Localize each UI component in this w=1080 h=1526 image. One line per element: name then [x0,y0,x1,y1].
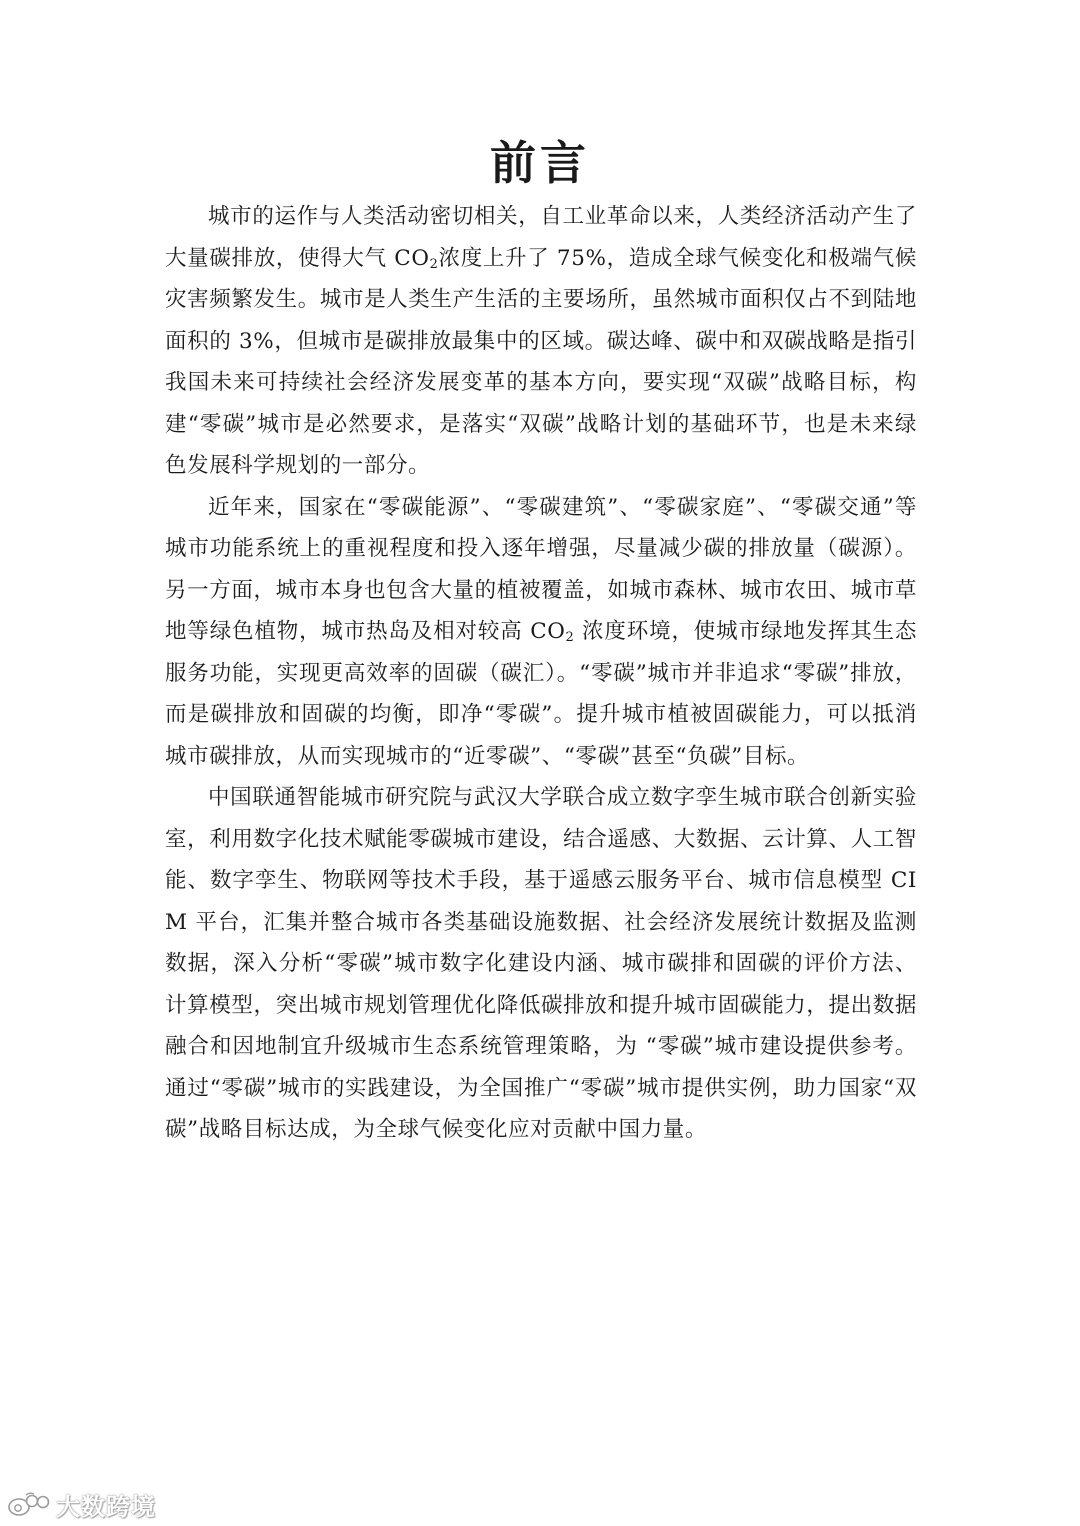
co2-subscript: 2 [565,630,575,645]
paragraph-3 [165,777,917,1151]
co2-subscript: 2 [429,256,439,272]
paragraph-2-text-a: 近年来，国家在“零碳能源”、“零碳建筑”、“零碳家庭”、“零碳交通”等城市功能系统上的重视程度和投入逐年增强，尽量减少碳的排放量（碳源）。另一方面，城市本身也包含大量的植被覆盖，如城市森林、城市农田、城市草地等绿色植物，城市热岛及相对较高 CO [165,494,917,644]
paragraph-1 [165,196,917,487]
watermark [6,1487,156,1522]
page-title: 前言 [490,136,590,190]
paragraph-2-text-b: 浓度环境，使城市绿地发挥其生态服务功能，实现更高效率的固碳（碳汇）。“零碳”城市并非追求“零碳”排放，而是碳排放和固碳的均衡，即净“零碳”。提升城市植被固碳能力，可以抵消城市碳排放，从而实现城市的“近零碳”、“零碳”甚至“负碳”目标。 [165,619,918,769]
document-body [165,196,917,1151]
paragraph-2 [165,487,917,778]
paragraph-1-text-a: 城市的运作与人类活动密切相关，自工业革命以来，人类经济活动产生了大量碳排放，使得大气 CO [165,204,917,271]
watermark-text: 大数跨境 [56,1493,156,1521]
weibo-style-logo-icon [6,1492,52,1518]
paragraph-1-text-b: 浓度上升了 75%，造成全球气候变化和极端气候灾害频繁发生。城市是人类生产生活的主要场所，虽然城市面积仅占不到陆地面积的 3%，但城市是碳排放最集中的区域。碳达峰、碳中和双碳战略是指引我国未来可持续社会经济发展变革的基本方向，要实现“双碳”战略目标，构建“零碳”城市是必然要求，是落实“双碳”战略计划的基础环节，也是未来绿色发展科学规划的一部分。 [165,245,917,478]
paragraph-3-text: 中国联通智能城市研究院与武汉大学联合成立数字孪生城市联合创新实验室，利用数字化技术赋能零碳城市建设，结合遥感、大数据、云计算、人工智能、数字孪生、物联网等技术手段，基于遥感云服务平台、城市信息模型 CIM 平台，汇集并整合城市各类基础设施数据、社会经济发展统计数据及监测数据，深入分析“零碳”城市数字化建设内涵、城市碳排和固碳的评价方法、计算模型，突出城市规划管理优化降低碳排放和提升城市固碳能力，提出数据融合和因地制宜升级城市生态系统管理策略，为 “零碳”城市建设提供参考。通过“零碳”城市的实践建设，为全国推广“零碳”城市提供实例，助力国家“双碳”战略目标达成，为全球气候变化应对贡献中国力量。 [165,785,917,1142]
